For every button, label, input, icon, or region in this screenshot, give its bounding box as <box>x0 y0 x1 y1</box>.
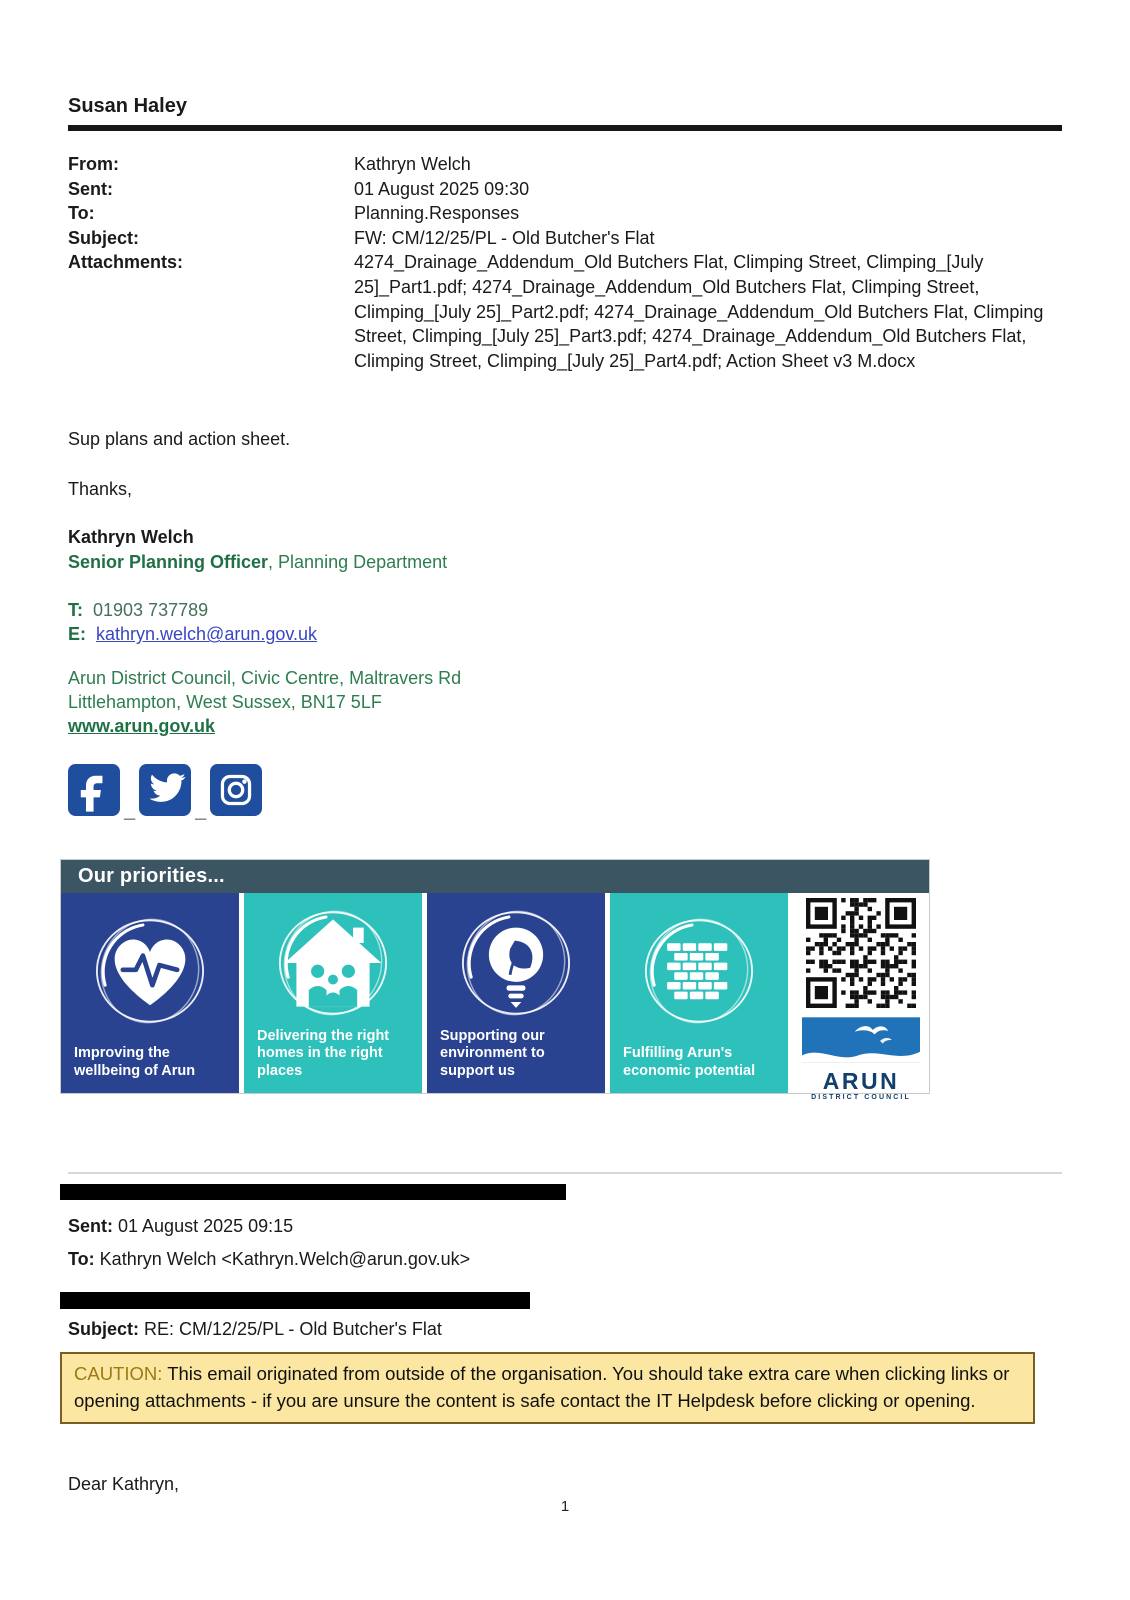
priority-tile <box>244 893 422 1093</box>
arun-wave-icon <box>802 1017 920 1063</box>
redaction-bar <box>60 1292 530 1309</box>
email-address-link[interactable]: kathryn.welch@arun.gov.uk <box>96 624 318 645</box>
address-line: Arun District Council, Civic Centre, Maltravers Rd <box>68 668 462 689</box>
priority-tile-label: Delivering the right homes in the right places <box>257 1027 390 1079</box>
external-email-caution-banner <box>60 1352 1035 1424</box>
message-divider <box>68 1172 1062 1174</box>
banner-right-column <box>793 893 929 1102</box>
priority-tile-label: Fulfilling Arun's economic potential <box>623 1045 756 1079</box>
priority-tile-label: Supporting our environment to support us <box>440 1027 545 1079</box>
signature-role <box>68 550 1062 575</box>
signature-email-row <box>68 622 1062 646</box>
priorities-tiles <box>61 893 929 1102</box>
link-underscore: _ <box>195 800 207 823</box>
priority-tile-label: Improving the wellbeing of Arun <box>74 1045 196 1079</box>
arun-district-council-logo <box>802 1017 920 1102</box>
header-field-label: Attachments: <box>68 252 184 273</box>
header-field-value: 4274_Drainage_Addendum_Old Butchers Flat, Climping Street, Climping_[July 25]_Part1.pdf; 4274_Drainage_Addendum_Old Butchers Flat, Climping Street, Climping_[July 25]_Part2.pdf; 4274_Drainage_Addendum_Old Butchers Flat, Climping Street, Climping_[July 25]_Part3.pdf; 4274_Drainage_Addendum_Old Butchers Flat, Climping Street, Climping_[July 25]_Part4.pdf; Action Sheet v3 M.docx <box>354 252 1049 371</box>
website-row <box>68 714 1062 738</box>
priorities-banner <box>60 859 930 1102</box>
instagram-icon[interactable] <box>210 764 262 816</box>
quoted-greeting: Dear Kathryn, <box>68 1474 180 1495</box>
email-header-fields <box>68 152 1062 373</box>
signature-role-department: , Planning Department <box>268 552 448 573</box>
link-underscore: _ <box>124 800 136 823</box>
priorities-banner-title: Our priorities... <box>61 860 929 893</box>
quoted-subject-label: Subject: <box>68 1319 140 1340</box>
arun-logo-subtitle: DISTRICT COUNCIL <box>811 1094 911 1102</box>
qr-code-icon <box>804 896 918 1015</box>
body-text-line: Sup plans and action sheet. <box>68 429 291 450</box>
quoted-subject-row <box>68 1317 1062 1342</box>
bulb-leaf-icon <box>427 893 605 1028</box>
heart-pulse-icon <box>61 893 239 1045</box>
signature-phone-row <box>68 598 1062 622</box>
twitter-icon[interactable] <box>139 764 191 816</box>
header-field-value: Planning.Responses <box>354 203 520 224</box>
priority-tile <box>610 893 788 1093</box>
redaction-bar <box>60 1184 566 1200</box>
bricks-icon <box>610 893 788 1045</box>
quoted-sent-row <box>68 1214 1062 1239</box>
phone-number: 01903 737789 <box>93 600 209 621</box>
header-field-label: From: <box>68 154 119 174</box>
email-label: E: <box>68 624 86 645</box>
quoted-to-row <box>68 1247 1062 1272</box>
mailbox-owner-name: Susan Haley <box>68 94 1062 131</box>
arun-logo-name: ARUN <box>822 1068 900 1095</box>
quoted-to-value: Kathryn Welch <Kathryn.Welch@arun.gov.uk> <box>99 1249 471 1270</box>
social-links <box>68 764 1062 823</box>
quoted-sent-value: 01 August 2025 09:15 <box>118 1216 294 1237</box>
caution-label: CAUTION: <box>74 1363 163 1385</box>
header-field-label: Sent: <box>68 178 113 199</box>
house-family-icon <box>244 893 422 1028</box>
body-text-line: Thanks, <box>68 479 133 500</box>
caution-text: This email originated from outside of the organisation. You should take extra care when clicking links or opening attachments - if you are unsure the content is safe contact the IT Helpdesk before clicking or opening. <box>74 1363 1010 1412</box>
priority-tile <box>427 893 605 1093</box>
header-field-value: 01 August 2025 09:30 <box>354 178 530 199</box>
priority-tile <box>61 893 239 1093</box>
address-line: Littlehampton, West Sussex, BN17 5LF <box>68 691 382 712</box>
header-field-value: Kathryn Welch <box>354 154 471 174</box>
header-field-label: To: <box>68 203 95 224</box>
phone-label: T: <box>68 600 83 621</box>
quoted-subject-value: RE: CM/12/25/PL - Old Butcher's Flat <box>144 1319 442 1340</box>
page-number: 1 <box>560 1498 570 1516</box>
quoted-sent-label: Sent: <box>68 1216 113 1237</box>
header-field-value: FW: CM/12/25/PL - Old Butcher's Flat <box>354 227 655 248</box>
website-link[interactable]: www.arun.gov.uk <box>68 716 216 737</box>
facebook-icon[interactable] <box>68 764 120 816</box>
quoted-to-label: To: <box>68 1249 95 1270</box>
header-field-label: Subject: <box>68 227 140 248</box>
signature-role-title: Senior Planning Officer <box>68 552 269 573</box>
signature-name: Kathryn Welch <box>68 527 194 548</box>
